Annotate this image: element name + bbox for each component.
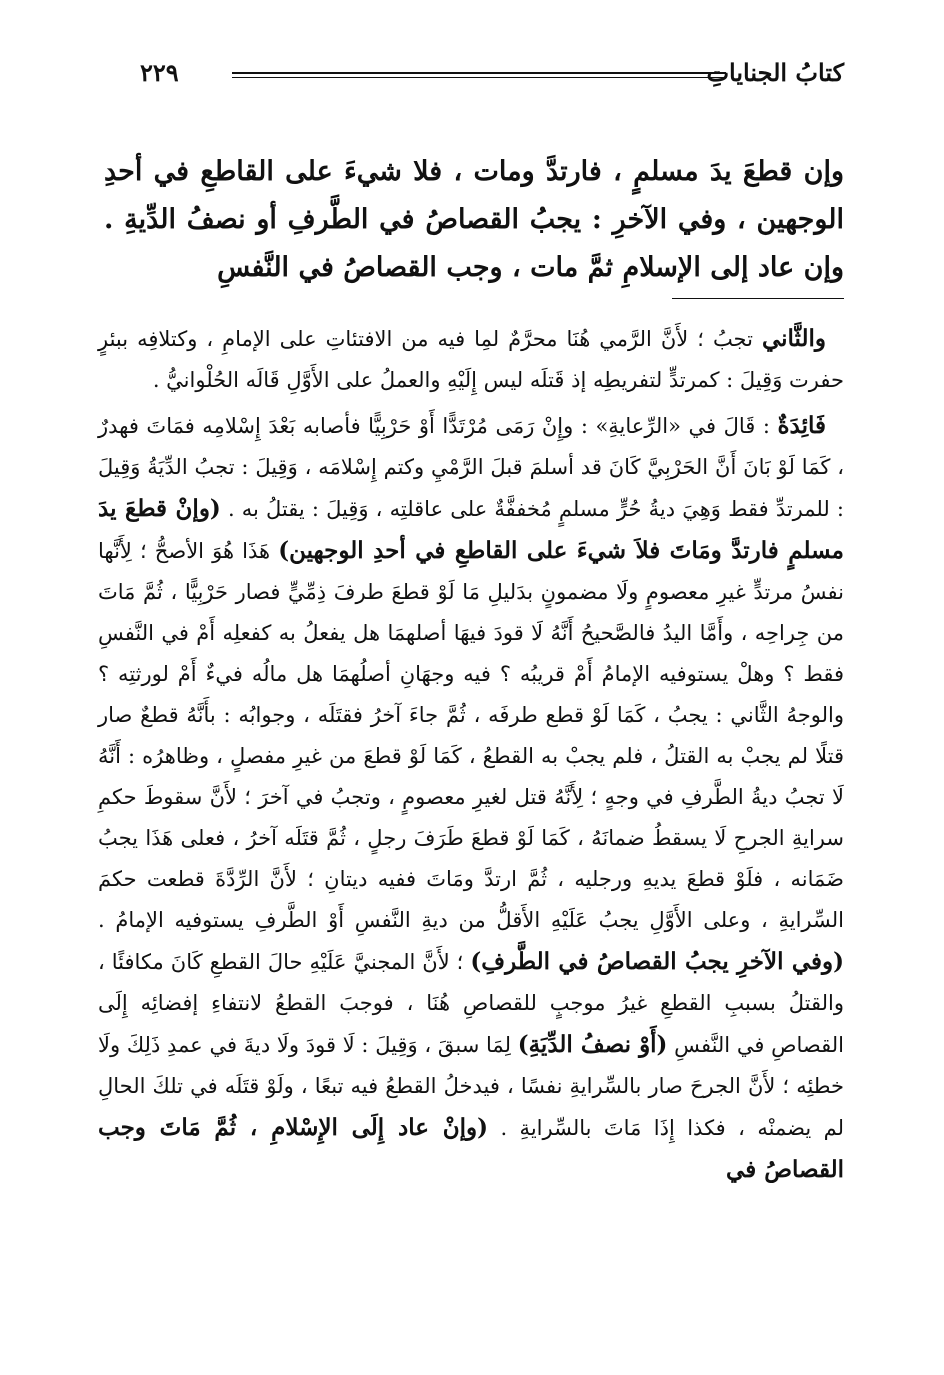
quoted-matn: (وفي الآخرِ يجبُ القصاصُ في الطَّرفِ)	[470, 948, 844, 975]
commentary-text	[98, 318, 844, 1191]
header-rule	[232, 72, 726, 74]
benefit-heading: فَائِدَةٌ	[777, 412, 826, 439]
quoted-matn: (وإنْ عاد إِلَى الإِسْلامِ ، ثُمَّ مَاتَ وجب القصاصُ في	[98, 1114, 844, 1183]
commentary-text-span: ؛ لأَنَّ المجنيَّ عَلَيْهِ حالَ القطعِ كَانَ مكافئًا ، والقتلُ بسببِ القطعِ غيرُ موجبٍ للقصاصِ هُنَا ، فوجبَ القطعُ لانتفاءِ إفضائِه إِلَى القصاصِ في النَّفسِ	[98, 950, 844, 1057]
main-text	[104, 148, 844, 292]
commentary-paragraph-2	[98, 405, 844, 1191]
quoted-matn: (أَوْ نصفُ الدِّيَةِ)	[517, 1031, 668, 1058]
page-number: ٢٢٩	[140, 58, 179, 87]
commentary-text-span: تجبُ ؛ لأَنَّ الرَّمي هُنَا محرَّمٌ لمِا فيه من الافتئاتِ على الإمامِ ، وكتلافِه ببئرٍ حفرت وَقِيلَ : كمرتدٍّ لتفريطِه إذ قَتلَه ليس إِلَيْهِ والعملُ على الأَوَّلِ قَالَه الحُلْوانيُّ .	[98, 327, 844, 392]
commentary-lead: والثَّاني	[761, 325, 826, 352]
page-header	[140, 58, 844, 98]
main-text-paragraph: وإن قطعَ يدَ مسلمٍ ، فارتدَّ ومات ، فلا شيءَ على القاطعِ في أحدِ الوجهين ، وفي الآخرِ : يجبُ القصاصُ في الطَّرفِ أو نصفُ الدِّيةِ . وإن عاد إلى الإسلامِ ثمَّ مات ، وجب القصاصُ في النَّفسِ	[104, 156, 844, 283]
header-rule-thin	[232, 77, 726, 78]
commentary-text-span: لِمَا سبقَ ، وَقِيلَ : لَا قودَ ولَا ديةَ في عمدِ ذَلِكَ ولَا خطئِه ؛ لأَنَّ الجرحَ صار بالسِّرايةِ نفسًا ، فيدخلُ القطعُ فيه تبعًا ، ولَوْ قتَلَه في تلكَ الحالِ لم يضمنْه ، فكذا إِذَا مَاتَ بالسِّرايةِ .	[98, 1033, 844, 1140]
commentary-text-span: هَذَا هُوَ الأصحُّ ؛ لِأَنَّها نفسُ مرتدٍّ غيرِ معصومٍ ولَا مضمونٍ بدَليلِ مَا لَوْ قطعَ طرفَ ذِمِّيٍّ فصار حَرْبِيًّا ، ثُمَّ مَاتَ من جِراحِه ، وأَمَّا اليدُ فالصَّحيحُ أَنَّهُ لَا قودَ فيهَا أصلهمَا هل يفعلُ به كفعلِه أَمْ في النَّفسِ فقط ؟ وهلْ يستوفيه الإمامُ أَمْ قريبُه ؟ فيه وجهَانِ أصلُهمَا هل مالُه فيءٌ أَمْ لورثتِه ؟ والوجهُ الثَّاني : يجبُ ، كَمَا لَوْ قطع طرفَه ، ثُمَّ جاءَ آخرُ فقتَلَه ، وجوابُه : بأَنَّهُ قطعٌ صار قتلًا لم يجبْ به القتلُ ، فلم يجبْ به القطعُ ، كَمَا لَوْ قطعَ من غيرِ مفصلٍ ، وظاهرُه : أَنَّهُ لَا تجبُ ديةُ الطَّرفِ في وجهٍ ؛ لِأَنَّهُ قتل لغيرِ معصومٍ ، وتجبُ في آخرَ ؛ لأَنَّ سقوطَ حكمِ سرايةِ الجرحِ لَا يسقطُ ضمانَهُ ، كَمَا لَوْ قطعَ طَرَفَ رجلٍ ، ثُمَّ قتَلَه آخرُ ، فعلى هَذَا يجبُ ضَمَانه ، فلَوْ قطعَ يديهِ ورجليه ، ثُمَّ ارتدَّ ومَاتَ ففيه ديتانِ ؛ لأَنَّ الرِّدَّةَ قطعت حكمَ السِّرايةِ ، وعلى الأَوَّلِ يجبُ عَلَيْهِ الأَقلُّ من ديةِ النَّفسِ أَوْ الطَّرفِ يستوفيه الإمامُ .	[98, 539, 844, 932]
commentary-paragraph-1	[98, 318, 844, 401]
running-title: كتابُ الجناياتِ	[706, 58, 844, 87]
quoted-matn: (وإنْ قطعَ يدَ مسلمٍ فارتدَّ ومَاتَ فلاَ شيءَ على القاطعِ في أحدِ الوجهين)	[98, 495, 844, 564]
commentary-text-span: : قَالَ في «الرِّعايةِ» : وإِنْ رَمَى مُرْتَدًّا أَوْ حَرْبِيًّا فأصابه بَعْدَ إِسْلامِه فمَاتَ فهدرٌ ، كَمَا لَوْ بَانَ أَنَّ الحَرْبِيَّ كَانَ قد أسلمَ قبلَ الرَّمْيِ وكتم إِسْلامَه ، وَقِيلَ : تجبُ الدِّيَةُ وَقِيلَ : للمرتدِّ فقط وَهِيَ ديةُ حُرٍّ مسلمٍ مُخففَّةٌ على عاقلتِه ، وَقِيلَ : يقتلُ به .	[98, 414, 844, 521]
footnote-separator	[672, 298, 844, 299]
